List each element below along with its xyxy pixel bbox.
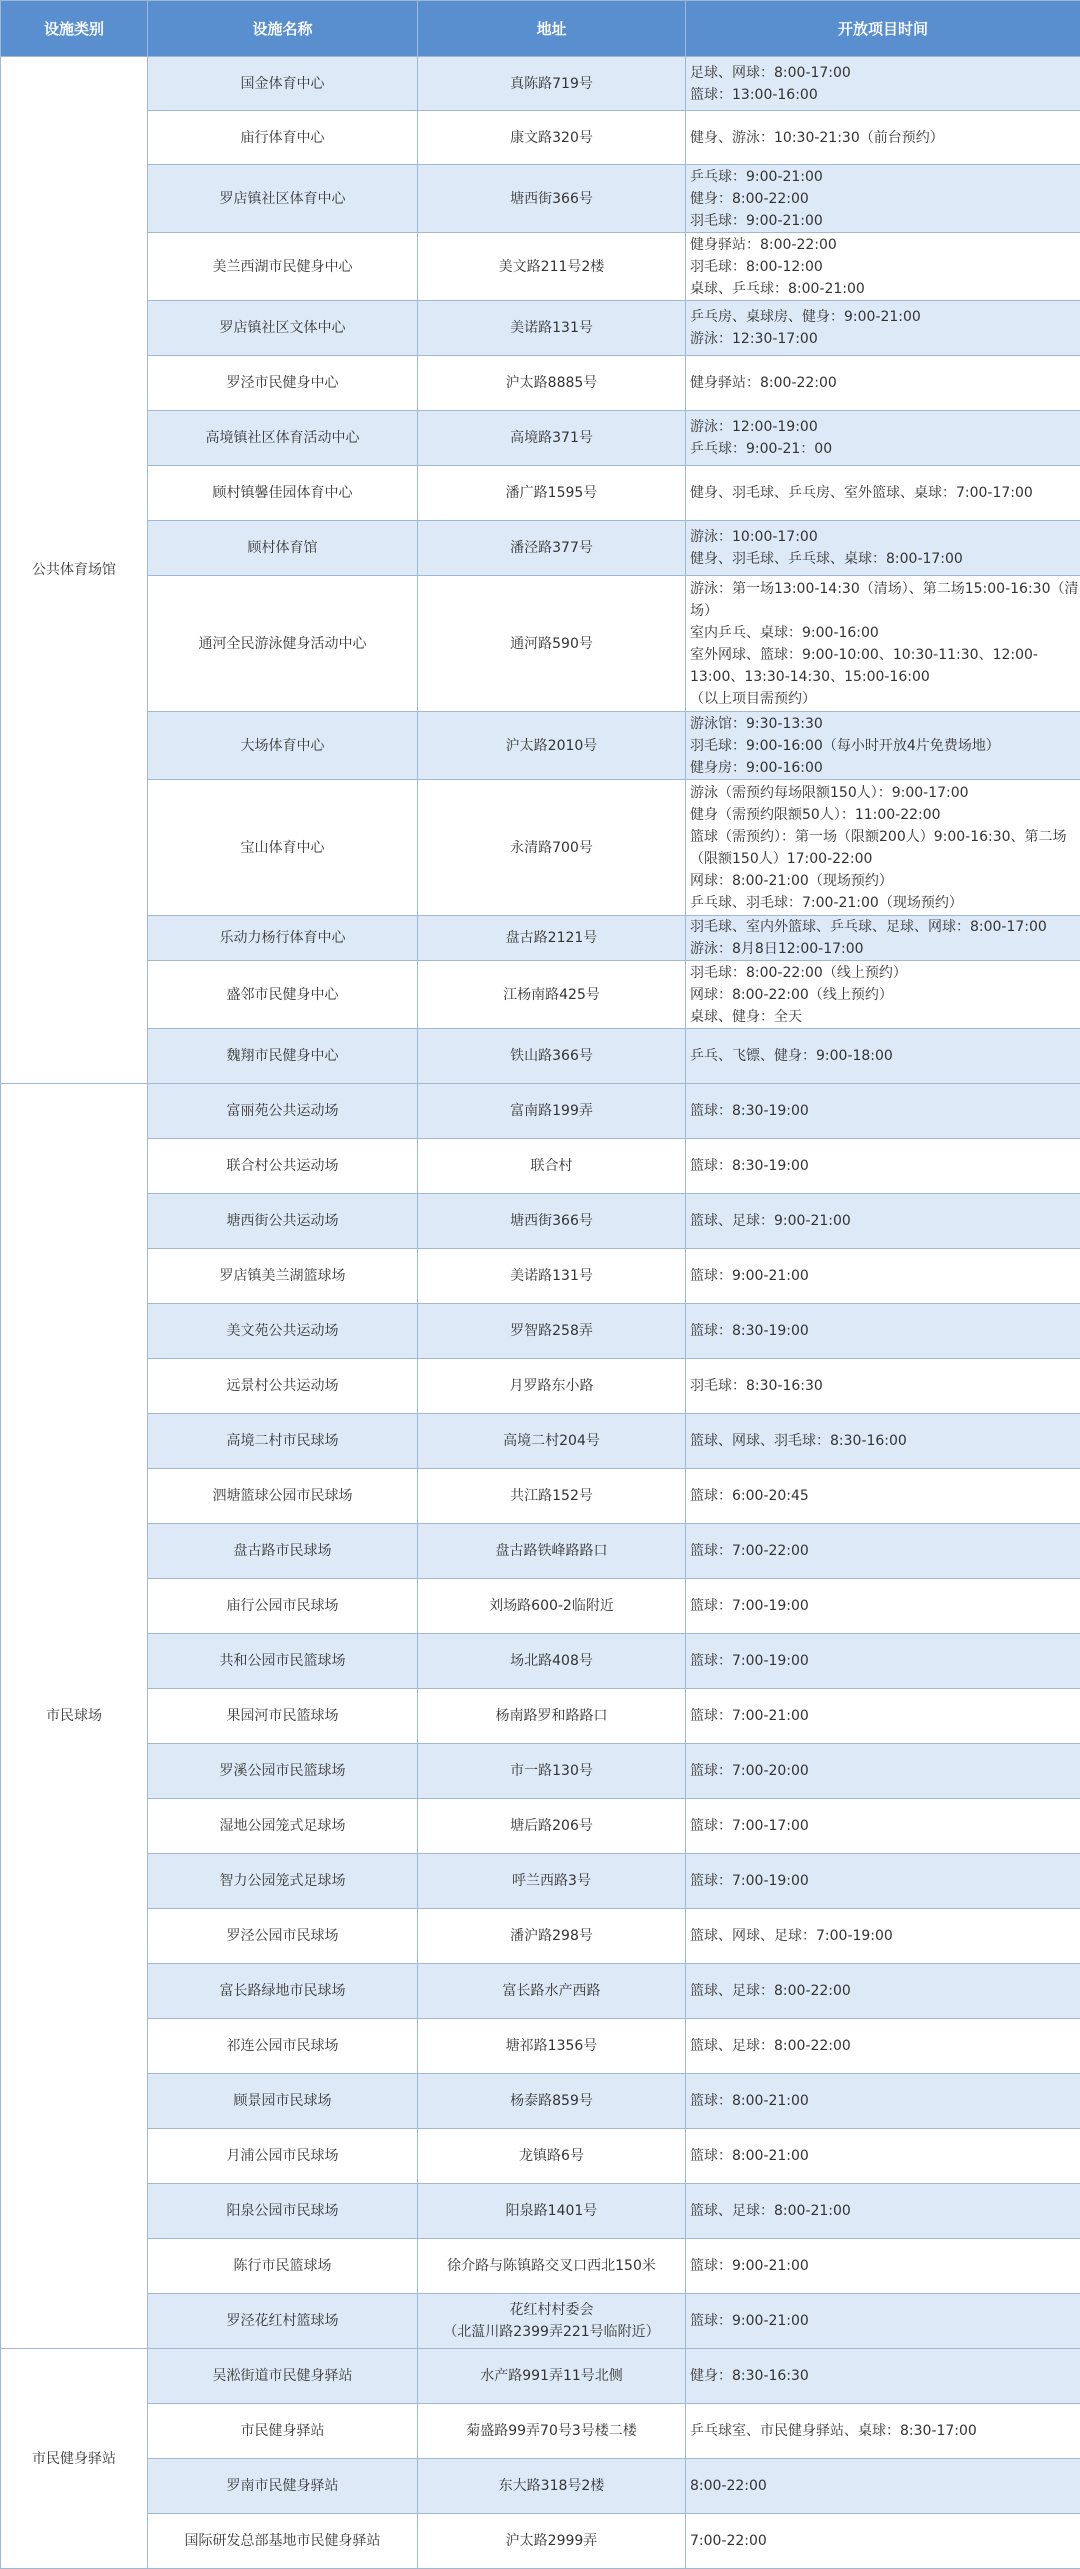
facility-name-cell: 大场体育中心 bbox=[148, 712, 418, 780]
header-address: 地址 bbox=[418, 1, 686, 57]
hours-cell: 乒乓球室、市民健身驿站、桌球：8:30-17:00 bbox=[686, 2404, 1080, 2459]
hours-cell: 篮球：9:00-21:00 bbox=[686, 2294, 1080, 2349]
facility-name-cell: 富丽苑公共运动场 bbox=[148, 1084, 418, 1139]
table-row bbox=[1, 1249, 1080, 1304]
category-cell: 公共体育场馆 bbox=[1, 57, 148, 1084]
table-row bbox=[1, 2349, 1080, 2404]
hours-cell: 游泳：12:00-19:00 乒乓球：9:00-21：00 bbox=[686, 411, 1080, 466]
facility-name-cell: 顾村体育馆 bbox=[148, 521, 418, 576]
facility-name-cell: 共和公园市民篮球场 bbox=[148, 1634, 418, 1689]
table-row bbox=[1, 2239, 1080, 2294]
table-row bbox=[1, 2294, 1080, 2349]
facility-name-cell: 罗泾市民健身中心 bbox=[148, 356, 418, 411]
address-cell: 盘古路铁峰路路口 bbox=[418, 1524, 686, 1579]
header-name: 设施名称 bbox=[148, 1, 418, 57]
table-row bbox=[1, 1194, 1080, 1249]
table-row bbox=[1, 165, 1080, 233]
table-row bbox=[1, 1304, 1080, 1359]
table-row bbox=[1, 466, 1080, 521]
table-row bbox=[1, 1414, 1080, 1469]
hours-cell: 健身、游泳：10:30-21:30（前台预约） bbox=[686, 111, 1080, 165]
facility-name-cell: 罗泾公园市民球场 bbox=[148, 1909, 418, 1964]
facility-name-cell: 陈行市民篮球场 bbox=[148, 2239, 418, 2294]
hours-cell: 游泳：10:00-17:00 健身、羽毛球、乒乓球、桌球：8:00-17:00 bbox=[686, 521, 1080, 576]
facility-name-cell: 顾村镇馨佳园体育中心 bbox=[148, 466, 418, 521]
facility-name-cell: 塘西街公共运动场 bbox=[148, 1194, 418, 1249]
address-cell: 高境二村204号 bbox=[418, 1414, 686, 1469]
address-cell: 东大路318号2楼 bbox=[418, 2459, 686, 2514]
address-cell: 康文路320号 bbox=[418, 111, 686, 165]
hours-cell: 篮球：7:00-21:00 bbox=[686, 1689, 1080, 1744]
table-row bbox=[1, 2129, 1080, 2184]
address-cell: 市一路130号 bbox=[418, 1744, 686, 1799]
table-row bbox=[1, 1909, 1080, 1964]
table-row bbox=[1, 356, 1080, 411]
address-cell: 菊盛路99弄70号3号楼二楼 bbox=[418, 2404, 686, 2459]
address-cell: 富南路199弄 bbox=[418, 1084, 686, 1139]
address-cell: 阳泉路1401号 bbox=[418, 2184, 686, 2239]
header-row bbox=[1, 1, 1080, 57]
hours-cell: 篮球、网球、羽毛球：8:30-16:00 bbox=[686, 1414, 1080, 1469]
address-cell: 徐介路与陈镇路交叉口西北150米 bbox=[418, 2239, 686, 2294]
address-cell: 永清路700号 bbox=[418, 780, 686, 916]
hours-cell: 篮球：8:00-21:00 bbox=[686, 2129, 1080, 2184]
table-row bbox=[1, 1359, 1080, 1414]
facility-name-cell: 美兰西湖市民健身中心 bbox=[148, 233, 418, 301]
hours-cell: 篮球：9:00-21:00 bbox=[686, 1249, 1080, 1304]
hours-cell: 游泳馆：9:30-13:30 羽毛球：9:00-16:00（每小时开放4片免费场地） 健身房：9:00-16:00 bbox=[686, 712, 1080, 780]
hours-cell: 篮球：9:00-21:00 bbox=[686, 2239, 1080, 2294]
hours-cell: 羽毛球：8:00-22:00（线上预约） 网球：8:00-22:00（线上预约） 桌球、健身：全天 bbox=[686, 961, 1080, 1029]
address-cell: 塘后路206号 bbox=[418, 1799, 686, 1854]
facility-name-cell: 远景村公共运动场 bbox=[148, 1359, 418, 1414]
facility-name-cell: 智力公园笼式足球场 bbox=[148, 1854, 418, 1909]
table-row bbox=[1, 1689, 1080, 1744]
address-cell: 龙镇路6号 bbox=[418, 2129, 686, 2184]
table-row bbox=[1, 1744, 1080, 1799]
category-cell: 市民球场 bbox=[1, 1084, 148, 2349]
table-row bbox=[1, 1964, 1080, 2019]
hours-cell: 篮球、足球：8:00-22:00 bbox=[686, 1964, 1080, 2019]
address-cell: 美诺路131号 bbox=[418, 301, 686, 356]
address-cell: 铁山路366号 bbox=[418, 1029, 686, 1084]
facility-name-cell: 罗店镇社区文体中心 bbox=[148, 301, 418, 356]
hours-cell: 足球、网球：8:00-17:00 篮球：13:00-16:00 bbox=[686, 57, 1080, 111]
facility-name-cell: 通河全民游泳健身活动中心 bbox=[148, 576, 418, 712]
table-row bbox=[1, 1524, 1080, 1579]
table-row bbox=[1, 780, 1080, 916]
hours-cell: 篮球、足球：8:00-21:00 bbox=[686, 2184, 1080, 2239]
hours-cell: 篮球：8:30-19:00 bbox=[686, 1139, 1080, 1194]
address-cell: 杨南路罗和路路口 bbox=[418, 1689, 686, 1744]
hours-cell: 篮球：7:00-19:00 bbox=[686, 1854, 1080, 1909]
hours-cell: 篮球、足球：8:00-22:00 bbox=[686, 2019, 1080, 2074]
address-cell: 沪太路2999弄 bbox=[418, 2514, 686, 2569]
facility-name-cell: 魏翔市民健身中心 bbox=[148, 1029, 418, 1084]
facility-name-cell: 罗泾花红村篮球场 bbox=[148, 2294, 418, 2349]
facility-name-cell: 罗溪公园市民篮球场 bbox=[148, 1744, 418, 1799]
hours-cell: 乒乓球：9:00-21:00 健身：8:00-22:00 羽毛球：9:00-21:00 bbox=[686, 165, 1080, 233]
address-cell: 沪太路8885号 bbox=[418, 356, 686, 411]
address-cell: 江杨南路425号 bbox=[418, 961, 686, 1029]
table-row bbox=[1, 2019, 1080, 2074]
address-cell: 联合村 bbox=[418, 1139, 686, 1194]
table-row bbox=[1, 961, 1080, 1029]
address-cell: 真陈路719号 bbox=[418, 57, 686, 111]
table-row bbox=[1, 233, 1080, 301]
table-row bbox=[1, 916, 1080, 961]
address-cell: 通河路590号 bbox=[418, 576, 686, 712]
facility-name-cell: 罗店镇社区体育中心 bbox=[148, 165, 418, 233]
facility-name-cell: 阳泉公园市民球场 bbox=[148, 2184, 418, 2239]
address-cell: 盘古路2121号 bbox=[418, 916, 686, 961]
table-row bbox=[1, 1084, 1080, 1139]
address-cell: 塘西街366号 bbox=[418, 1194, 686, 1249]
hours-cell: 健身、羽毛球、乒乓房、室外篮球、桌球：7:00-17:00 bbox=[686, 466, 1080, 521]
table-row bbox=[1, 57, 1080, 111]
facility-name-cell: 祁连公园市民球场 bbox=[148, 2019, 418, 2074]
table-row bbox=[1, 2184, 1080, 2239]
table-row bbox=[1, 1029, 1080, 1084]
address-cell: 杨泰路859号 bbox=[418, 2074, 686, 2129]
facility-name-cell: 宝山体育中心 bbox=[148, 780, 418, 916]
table-row bbox=[1, 576, 1080, 712]
address-cell: 沪太路2010号 bbox=[418, 712, 686, 780]
hours-cell: 游泳（需预约每场限额150人）：9:00-17:00 健身（需预约限额50人）：11:00-22:00 篮球（需预约）：第一场（限额200人）9:00-16:30、第二场（限额150人）17:00-22:00 网球：8:00-21:00（现场预约） 乒乓球、羽毛球：7:00-21:00（现场预约） bbox=[686, 780, 1080, 916]
facility-name-cell: 乐动力杨行体育中心 bbox=[148, 916, 418, 961]
hours-cell: 篮球：6:00-20:45 bbox=[686, 1469, 1080, 1524]
table-row bbox=[1, 2404, 1080, 2459]
hours-cell: 篮球：8:00-21:00 bbox=[686, 2074, 1080, 2129]
table-row bbox=[1, 2514, 1080, 2569]
hours-cell: 7:00-22:00 bbox=[686, 2514, 1080, 2569]
address-cell: 呼兰西路3号 bbox=[418, 1854, 686, 1909]
hours-cell: 篮球、网球、足球：7:00-19:00 bbox=[686, 1909, 1080, 1964]
facility-name-cell: 市民健身驿站 bbox=[148, 2404, 418, 2459]
hours-cell: 健身驿站：8:00-22:00 羽毛球：8:00-12:00 桌球、乒乓球：8:00-21:00 bbox=[686, 233, 1080, 301]
hours-cell: 篮球：8:30-19:00 bbox=[686, 1084, 1080, 1139]
table-row bbox=[1, 521, 1080, 576]
address-cell: 美诺路131号 bbox=[418, 1249, 686, 1304]
table-row bbox=[1, 1139, 1080, 1194]
address-cell: 潘广路1595号 bbox=[418, 466, 686, 521]
hours-cell: 篮球：7:00-22:00 bbox=[686, 1524, 1080, 1579]
address-cell: 塘祁路1356号 bbox=[418, 2019, 686, 2074]
table-row bbox=[1, 2459, 1080, 2514]
address-cell: 富长路水产西路 bbox=[418, 1964, 686, 2019]
hours-cell: 羽毛球：8:30-16:30 bbox=[686, 1359, 1080, 1414]
hours-cell: 篮球：8:30-19:00 bbox=[686, 1304, 1080, 1359]
facility-name-cell: 高境二村市民球场 bbox=[148, 1414, 418, 1469]
address-cell: 美文路211号2楼 bbox=[418, 233, 686, 301]
hours-cell: 健身驿站：8:00-22:00 bbox=[686, 356, 1080, 411]
hours-cell: 羽毛球、室内外篮球、乒乓球、足球、网球：8:00-17:00 游泳：8月8日12:00-17:00 bbox=[686, 916, 1080, 961]
hours-cell: 篮球：7:00-17:00 bbox=[686, 1799, 1080, 1854]
facility-name-cell: 庙行体育中心 bbox=[148, 111, 418, 165]
address-cell: 共江路152号 bbox=[418, 1469, 686, 1524]
facility-name-cell: 庙行公园市民球场 bbox=[148, 1579, 418, 1634]
address-cell: 场北路408号 bbox=[418, 1634, 686, 1689]
hours-cell: 8:00-22:00 bbox=[686, 2459, 1080, 2514]
address-cell: 潘泾路377号 bbox=[418, 521, 686, 576]
facility-name-cell: 高境镇社区体育活动中心 bbox=[148, 411, 418, 466]
hours-cell: 篮球、足球：9:00-21:00 bbox=[686, 1194, 1080, 1249]
facility-name-cell: 罗店镇美兰湖篮球场 bbox=[148, 1249, 418, 1304]
table-row bbox=[1, 1799, 1080, 1854]
facility-name-cell: 盘古路市民球场 bbox=[148, 1524, 418, 1579]
facility-name-cell: 国际研发总部基地市民健身驿站 bbox=[148, 2514, 418, 2569]
address-cell: 刘场路600-2临附近 bbox=[418, 1579, 686, 1634]
table-row bbox=[1, 1854, 1080, 1909]
category-cell: 市民健身驿站 bbox=[1, 2349, 148, 2569]
address-cell: 花红村村委会 （北蕰川路2399弄221号临附近） bbox=[418, 2294, 686, 2349]
hours-cell: 游泳：第一场13:00-14:30（清场）、第二场15:00-16:30（清场） 室内乒乓、桌球：9:00-16:00 室外网球、篮球：9:00-10:00、10:30-11:30、12:00-13:00、13:30-14:30、15:00-16:00 （以上项目需预约） bbox=[686, 576, 1080, 712]
address-cell: 罗智路258弄 bbox=[418, 1304, 686, 1359]
table-row bbox=[1, 111, 1080, 165]
hours-cell: 乒乓房、桌球房、健身：9:00-21:00 游泳：12:30-17:00 bbox=[686, 301, 1080, 356]
table-row bbox=[1, 301, 1080, 356]
facility-name-cell: 盛邻市民健身中心 bbox=[148, 961, 418, 1029]
table-body bbox=[1, 57, 1080, 2569]
facility-name-cell: 果园河市民篮球场 bbox=[148, 1689, 418, 1744]
hours-cell: 健身：8:30-16:30 bbox=[686, 2349, 1080, 2404]
table-row bbox=[1, 2074, 1080, 2129]
hours-cell: 篮球：7:00-19:00 bbox=[686, 1634, 1080, 1689]
facility-name-cell: 富长路绿地市民球场 bbox=[148, 1964, 418, 2019]
facility-name-cell: 顾景园市民球场 bbox=[148, 2074, 418, 2129]
table-row bbox=[1, 411, 1080, 466]
address-cell: 月罗路东小路 bbox=[418, 1359, 686, 1414]
facility-name-cell: 湿地公园笼式足球场 bbox=[148, 1799, 418, 1854]
facility-name-cell: 泗塘篮球公园市民球场 bbox=[148, 1469, 418, 1524]
facility-name-cell: 吴淞街道市民健身驿站 bbox=[148, 2349, 418, 2404]
table-row bbox=[1, 1579, 1080, 1634]
facility-name-cell: 罗南市民健身驿站 bbox=[148, 2459, 418, 2514]
facility-name-cell: 国金体育中心 bbox=[148, 57, 418, 111]
hours-cell: 篮球：7:00-20:00 bbox=[686, 1744, 1080, 1799]
address-cell: 水产路991弄11号北侧 bbox=[418, 2349, 686, 2404]
table-row bbox=[1, 1634, 1080, 1689]
address-cell: 潘沪路298号 bbox=[418, 1909, 686, 1964]
facility-name-cell: 美文苑公共运动场 bbox=[148, 1304, 418, 1359]
hours-cell: 乒乓、飞镖、健身：9:00-18:00 bbox=[686, 1029, 1080, 1084]
address-cell: 塘西街366号 bbox=[418, 165, 686, 233]
facility-name-cell: 月浦公园市民球场 bbox=[148, 2129, 418, 2184]
header-hours: 开放项目时间 bbox=[686, 1, 1080, 57]
facility-name-cell: 联合村公共运动场 bbox=[148, 1139, 418, 1194]
address-cell: 高境路371号 bbox=[418, 411, 686, 466]
header-category: 设施类别 bbox=[1, 1, 148, 57]
hours-cell: 篮球：7:00-19:00 bbox=[686, 1579, 1080, 1634]
table-row bbox=[1, 1469, 1080, 1524]
table-row bbox=[1, 712, 1080, 780]
